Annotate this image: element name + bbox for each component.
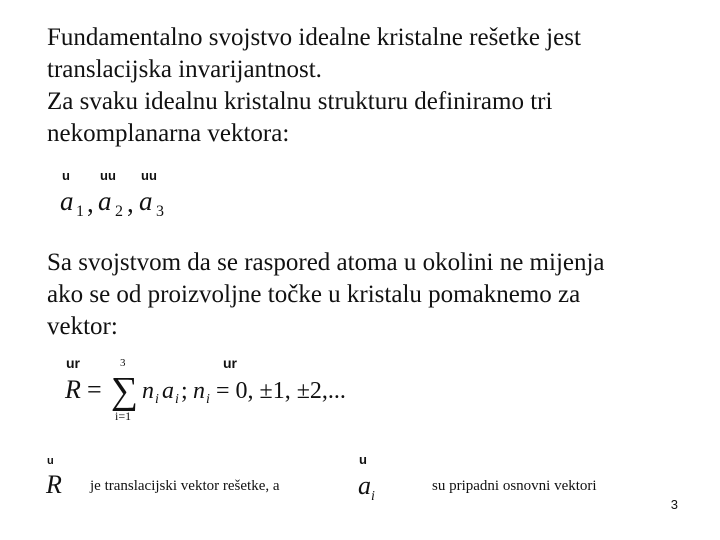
vector-mark-2: uu — [100, 168, 116, 183]
caption-R: R — [46, 470, 62, 499]
caption-basis-text: su pripadni osnovni vektori — [432, 478, 597, 494]
formula-lhs: R — [65, 375, 81, 404]
vector-a1-symbol: a — [60, 186, 74, 216]
formula-n: n — [142, 378, 154, 404]
property-line-2: ako se od proizvoljne točke u kristalu pomaknemo za — [47, 281, 581, 308]
intro-line-1: Fundamentalno svojstvo idealne kristalne rešetke jest — [47, 24, 581, 51]
sum-lower-limit: i=1 — [115, 409, 132, 423]
formula-a: a — [162, 378, 174, 404]
formula-a-mark: ur — [223, 355, 237, 371]
intro-line-2: translacijska invarijantnost. — [47, 56, 322, 83]
intro-line-3: Za svaku idealnu kristalnu strukturu definiramo tri — [47, 88, 553, 115]
vector-mark-1: u — [62, 168, 70, 183]
page-number: 3 — [670, 497, 678, 512]
property-paragraph — [47, 247, 687, 343]
caption-R-symbol — [44, 454, 74, 498]
property-line-1: Sa svojstvom da se raspored atoma u okolini ne mijenja — [47, 249, 605, 276]
vector-a3-symbol: a — [139, 186, 153, 216]
caption-a-symbol — [357, 452, 387, 502]
vector-mark-3: uu — [141, 168, 157, 183]
property-line-3: vektor: — [47, 313, 118, 340]
basis-vectors-formula — [58, 168, 188, 224]
intro-paragraph — [47, 22, 687, 150]
sum-sign: ∑ — [111, 370, 139, 412]
vector-a3-sub: 3 — [156, 203, 164, 220]
formula-n2-sub: i — [206, 392, 210, 407]
sum-upper-limit: 3 — [120, 357, 126, 369]
vector-a2-symbol: a — [98, 186, 112, 216]
formula-n2: n — [193, 378, 205, 404]
caption-a-mark: u — [359, 452, 367, 467]
intro-line-4: nekomplanarna vektora: — [47, 120, 290, 147]
translation-vector-formula — [60, 356, 370, 426]
formula-values: = 0, ±1, ±2,... — [216, 378, 346, 404]
formula-semicolon: ; — [181, 378, 188, 404]
formula-a-sub: i — [175, 392, 179, 407]
vector-a2-sub: 2 — [115, 203, 123, 220]
caption-a-sub: i — [371, 489, 375, 504]
vector-a1-sub: 1 — [76, 203, 84, 220]
vector-sep-1: , — [87, 188, 94, 218]
caption-a: a — [358, 471, 371, 500]
vector-sep-2: , — [127, 188, 134, 218]
formula-R-mark: ur — [66, 355, 80, 371]
formula-n-sub: i — [155, 392, 159, 407]
formula-eq: = — [87, 375, 102, 404]
caption-R-mark: u — [47, 455, 54, 467]
caption-translation-text: je translacijski vektor rešetke, a — [90, 478, 280, 494]
